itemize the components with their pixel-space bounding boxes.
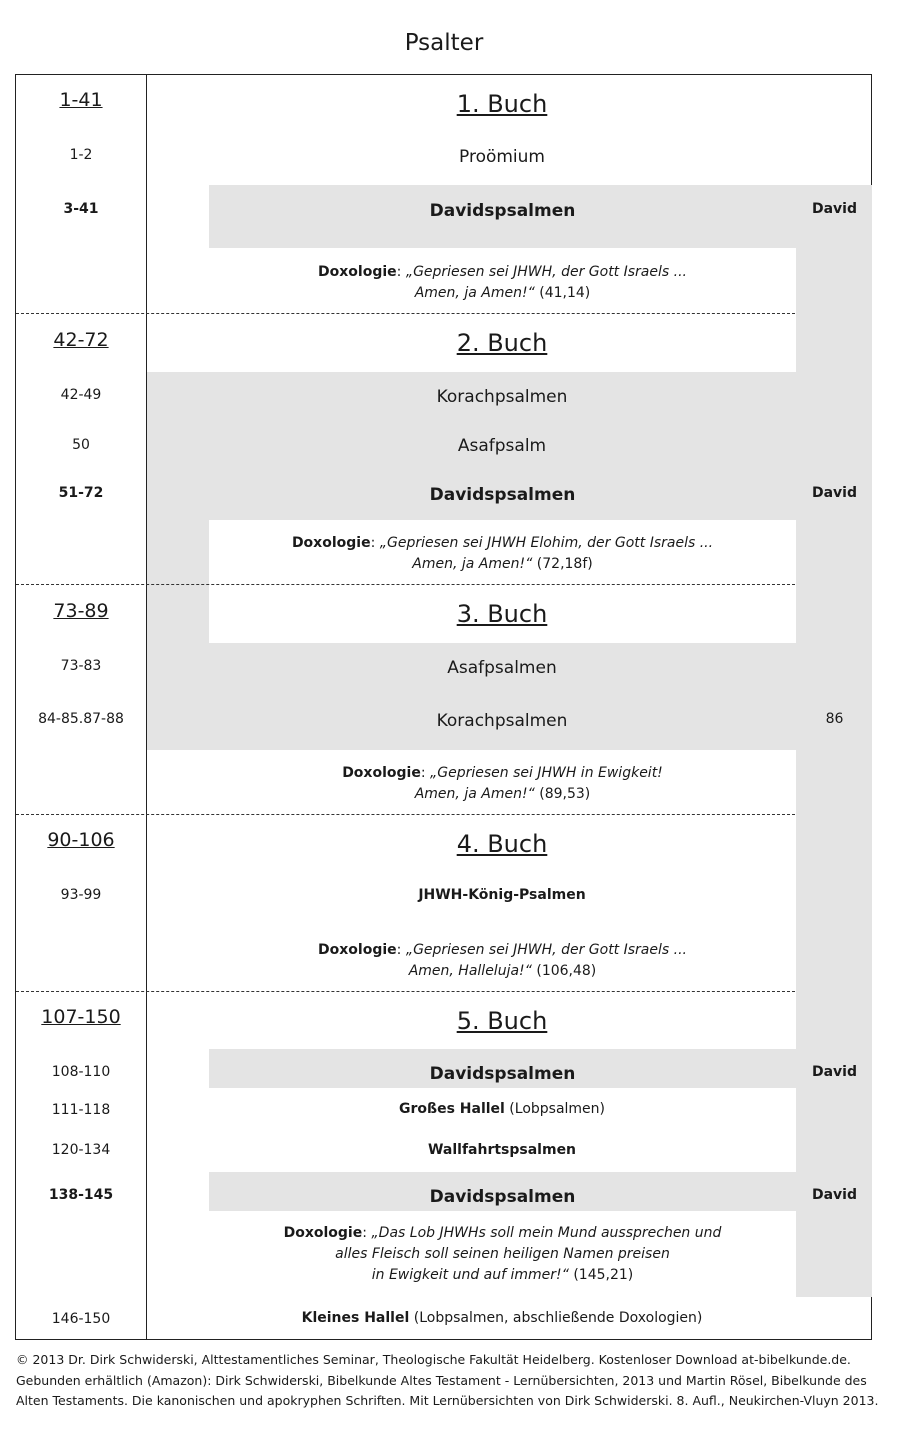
- doxology-label: Doxologie: [318, 942, 397, 958]
- book1-doxology: Doxologie: „Gepriesen sei JHWH, der Gott Israels ... Amen, ja Amen!“ (41,14): [318, 264, 687, 301]
- doxology-verse: (145,21): [573, 1267, 634, 1283]
- doxology-verse: (106,48): [536, 963, 597, 979]
- separator-book4-5: [16, 991, 795, 992]
- doxology-quote-line2: Amen, ja Amen!“: [414, 285, 535, 301]
- grosses-hallel-note: (Lobpsalmen): [509, 1101, 605, 1117]
- book3-range: 73-89: [53, 600, 109, 622]
- book3-row1-ref: 73-83: [60, 658, 102, 674]
- book2-row3-label: Davidspsalmen: [429, 485, 576, 505]
- book5-row3-ref: 120-134: [51, 1142, 111, 1158]
- page-title: Psalter: [404, 30, 484, 56]
- doxology-quote-line2: Amen, ja Amen!“: [412, 556, 533, 572]
- book2-range: 42-72: [53, 329, 109, 351]
- book5-heading: 5. Buch: [456, 1007, 548, 1035]
- book2-row1-label: Korachpsalmen: [436, 387, 568, 407]
- book2-row3-side: David: [811, 485, 857, 501]
- kleines-hallel-note: (Lobpsalmen, abschließende Doxologien): [413, 1310, 703, 1326]
- book4-heading: 4. Buch: [456, 830, 548, 858]
- doxology-quote-line3: in Ewigkeit und auf immer!“: [371, 1267, 569, 1283]
- book4-range: 90-106: [47, 829, 115, 851]
- book2-heading: 2. Buch: [456, 329, 548, 357]
- book5-row5-ref: 146-150: [51, 1311, 111, 1327]
- kleines-hallel-label: Kleines Hallel: [301, 1310, 410, 1326]
- book5-row1-ref: 108-110: [51, 1064, 111, 1080]
- book2-row2-label: Asafpsalm: [457, 436, 547, 456]
- book5-row3-label: Wallfahrtspsalmen: [427, 1142, 577, 1158]
- book3-row2-side: 86: [825, 711, 844, 727]
- book3-row1-label: Asafpsalmen: [447, 658, 557, 678]
- book5-row2-ref: 111-118: [51, 1102, 111, 1118]
- footer-line-2: Gebunden erhältlich (Amazon): Dirk Schwiderski, Bibelkunde Altes Testament - Lernübersichten, 2013 und Martin Rösel, Bibelkunde des: [16, 1372, 867, 1388]
- doxology-label: Doxologie: [283, 1225, 363, 1241]
- doxology-label: Doxologie: [291, 535, 371, 551]
- doxology-quote-line2: Amen, Halleluja!“: [408, 963, 532, 979]
- doxology-quote-line2: Amen, ja Amen!“: [414, 786, 535, 802]
- book3-doxology: Doxologie: „Gepriesen sei JHWH in Ewigkeit! Amen, ja Amen!“ (89,53): [342, 765, 663, 802]
- book1-row2-ref: 3-41: [63, 201, 99, 217]
- book1-row2-side: David: [811, 201, 857, 217]
- doxology-label: Doxologie: [342, 765, 421, 781]
- doxology-quote-line1: „Gepriesen sei JHWH Elohim, der Gott Israels ...: [379, 535, 714, 551]
- book1-row1-ref: 1-2: [69, 147, 93, 163]
- book5-doxology: Doxologie: „Das Lob JHWHs soll mein Mund aussprechen und alles Fleisch soll seinen heiligen Namen preisen in Ewigkeit und auf immer!“ (145,21): [283, 1225, 722, 1283]
- book5-row5-label: [147, 1310, 857, 1326]
- doxology-quote-line2: alles Fleisch soll seinen heiligen Namen preisen: [335, 1246, 670, 1262]
- book1-row2-label: Davidspsalmen: [429, 201, 576, 221]
- footer-line-3: Alten Testaments. Die kanonischen und apokryphen Schriften. Mit Lernübersichten von Dirk Schwiderski. 8. Aufl., Neukirchen-Vluyn 2013.: [16, 1393, 879, 1408]
- book2-row3-ref: 51-72: [58, 485, 104, 501]
- footer-notice: [16, 1350, 886, 1412]
- book2-doxology: Doxologie: „Gepriesen sei JHWH Elohim, der Gott Israels ... Amen, ja Amen!“ (72,18f): [291, 535, 714, 572]
- book5-row4-side: David: [811, 1187, 857, 1203]
- book1-row1-label: Proömium: [459, 147, 545, 167]
- book1-heading: 1. Buch: [456, 90, 548, 118]
- book4-row1-label: JHWH-König-Psalmen: [418, 887, 586, 903]
- book2-row2-ref: 50: [72, 437, 90, 453]
- book3-row2-label: Korachpsalmen: [436, 711, 568, 731]
- book3-row2-ref: 84-85.87-88: [38, 711, 124, 727]
- book5-row4-ref: 138-145: [48, 1187, 114, 1203]
- separator-book1-2: [16, 313, 795, 314]
- book3-heading: 3. Buch: [456, 600, 548, 628]
- book5-row1-side: David: [811, 1064, 857, 1080]
- book5-row1-label: Davidspsalmen: [429, 1064, 576, 1084]
- footer-line-1: © 2013 Dr. Dirk Schwiderski, Alttestamentliches Seminar, Theologische Fakultät Heidelberg. Kostenloser Download at-bibelkunde.de.: [16, 1352, 851, 1367]
- doxology-quote-line1: „Gepriesen sei JHWH, der Gott Israels ...: [405, 264, 687, 280]
- book5-row2-label: [147, 1101, 857, 1117]
- doxology-verse: (72,18f): [536, 556, 593, 572]
- doxology-verse: (41,14): [539, 285, 591, 301]
- book4-row1-ref: 93-99: [60, 887, 102, 903]
- book2-row1-ref: 42-49: [60, 387, 102, 403]
- separator-book3-4: [16, 814, 795, 815]
- doxology-quote-line1: „Das Lob JHWHs soll mein Mund aussprechen und: [371, 1225, 722, 1241]
- book5-range: 107-150: [41, 1006, 121, 1028]
- book1-range: 1-41: [59, 89, 103, 111]
- doxology-label: Doxologie: [318, 264, 397, 280]
- doxology-verse: (89,53): [539, 786, 591, 802]
- separator-book2-3: [16, 584, 795, 585]
- doxology-quote-line1: „Gepriesen sei JHWH in Ewigkeit!: [429, 765, 663, 781]
- grosses-hallel-label: Großes Hallel: [399, 1101, 505, 1117]
- book5-row4-label: Davidspsalmen: [429, 1187, 576, 1207]
- doxology-quote-line1: „Gepriesen sei JHWH, der Gott Israels ...: [405, 942, 687, 958]
- book4-doxology: Doxologie: „Gepriesen sei JHWH, der Gott Israels ... Amen, Halleluja!“ (106,48): [318, 942, 687, 979]
